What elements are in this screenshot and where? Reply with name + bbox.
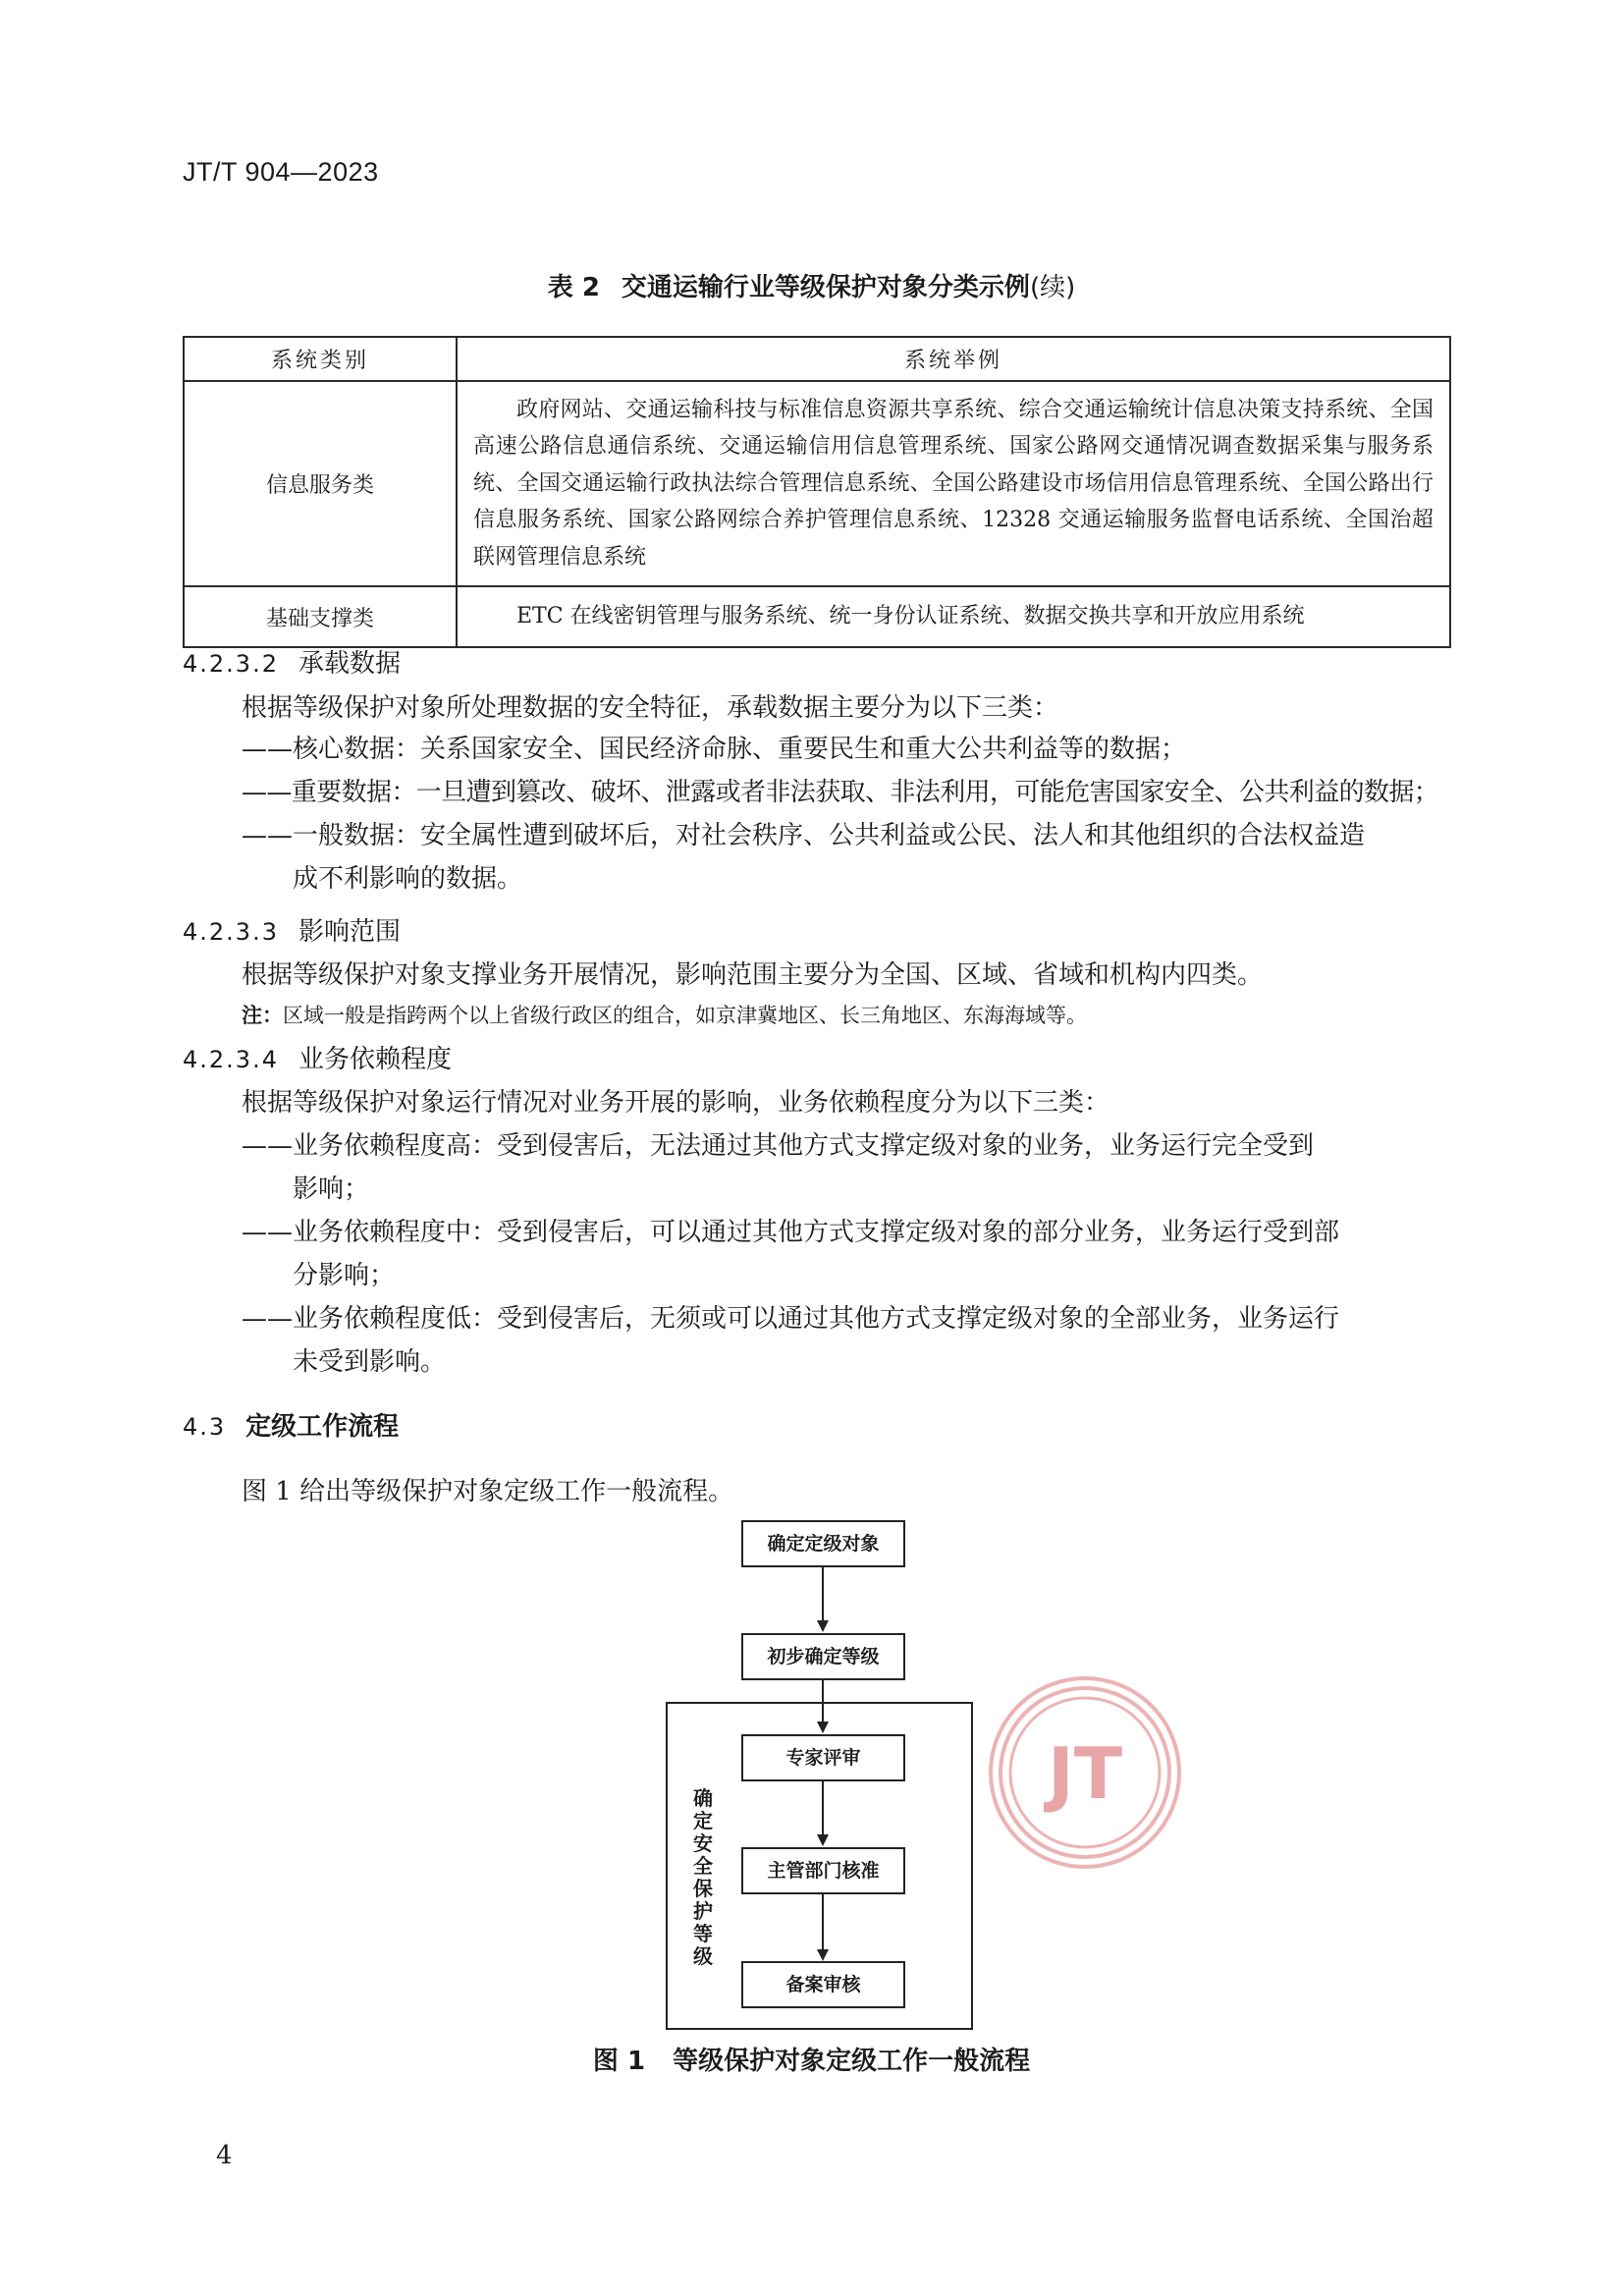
table-caption <box>0 267 1623 303</box>
section-heading-43 <box>183 1406 399 1443</box>
flow-arrowhead <box>817 1722 829 1733</box>
table-caption-number: 表 2 <box>547 273 600 302</box>
section-heading-4234 <box>183 1039 452 1075</box>
page-number: 4 <box>216 2141 233 2170</box>
section-heading-4233 <box>183 911 401 948</box>
list-item: ——核心数据：关系国家安全、国民经济命脉、重要民生和重大公共利益等的数据； <box>242 735 1187 764</box>
list-item: ——业务依赖程度中：受到侵害后，可以通过其他方式支撑定级对象的部分业务，业务运行受到部 <box>242 1218 1340 1247</box>
list-item: ——业务依赖程度低：受到侵害后，无须或可以通过其他方式支撑定级对象的全部业务，业务运行 <box>242 1304 1340 1334</box>
flow-arrow <box>822 1678 824 1703</box>
note-label: 注： <box>242 1004 283 1027</box>
table-row <box>184 381 1450 586</box>
table-cell-category: 信息服务类 <box>184 381 457 586</box>
flow-arrowhead <box>817 1949 829 1961</box>
section-4232-intro: 根据等级保护对象所处理数据的安全特征，承载数据主要分为以下三类： <box>242 693 1059 723</box>
table-cell-examples: 政府网站、交通运输科技与标准信息资源共享系统、综合交通运输统计信息决策支持系统、全国高速公路信息通信系统、交通运输信用信息管理系统、国家公路网交通情况调查数据采集与服务系统、全国交通运输行政执法综合管理信息系统、全国公路建设市场信用信息管理系统、全国公路出行信息服务系统、国家公路网综合养护管理信息系统、12328 交通运输服务监督电话系统、全国治超联网管理信息系统 <box>457 381 1450 586</box>
flow-step-determine-object: 确定定级对象 <box>741 1520 905 1567</box>
col-header-category: 系统类别 <box>184 337 457 381</box>
section-43-text: 图 1 给出等级保护对象定级工作一般流程。 <box>242 1477 734 1506</box>
flow-arrow <box>822 1892 824 1953</box>
table-caption-title: 交通运输行业等级保护对象分类示例 <box>621 273 1030 302</box>
section-number: 4.2.3.2 <box>183 650 279 678</box>
table-cell-category: 基础支撑类 <box>184 586 457 647</box>
standard-code: JT/T 904—2023 <box>183 157 379 187</box>
svg-text:JT: JT <box>1048 1732 1122 1815</box>
list-item: ——业务依赖程度高：受到侵害后，无法通过其他方式支撑定级对象的业务，业务运行完全受到 <box>242 1131 1315 1161</box>
flow-step-authority-approval: 主管部门核准 <box>741 1847 905 1894</box>
section-4233-text: 根据等级保护对象支撑业务开展情况，影响范围主要分为全国、区域、省域和机构内四类。 <box>242 960 1264 990</box>
list-item-continuation: 成不利影响的数据。 <box>293 864 523 894</box>
section-title: 定级工作流程 <box>245 1412 400 1442</box>
flow-arrow <box>822 1779 824 1838</box>
flow-group-label: 确定安全保护等级 <box>693 1786 713 1968</box>
table-cell-examples: ETC 在线密钥管理与服务系统、统一身份认证系统、数据交换共享和开放应用系统 <box>457 586 1450 647</box>
jt-watermark-logo <box>987 1674 1183 1871</box>
flow-arrowhead <box>817 1620 829 1632</box>
flow-arrowhead <box>817 1834 829 1846</box>
list-item-continuation: 分影响； <box>293 1261 396 1290</box>
note-text: 区域一般是指跨两个以上省级行政区的组合，如京津冀地区、长三角地区、东海海域等。 <box>283 1004 1087 1027</box>
system-classification-table <box>183 336 1451 648</box>
flow-arrow <box>822 1704 824 1723</box>
col-header-examples: 系统举例 <box>457 337 1450 381</box>
flow-step-initial-grading: 初步确定等级 <box>741 1633 905 1680</box>
table-caption-continued: (续) <box>1029 273 1076 302</box>
section-title: 承载数据 <box>298 649 401 679</box>
table-row <box>184 586 1450 647</box>
section-number: 4.3 <box>183 1413 227 1441</box>
note <box>242 1000 1087 1029</box>
flow-arrow <box>822 1565 824 1624</box>
section-number: 4.2.3.3 <box>183 918 279 946</box>
list-item-continuation: 未受到影响。 <box>293 1347 447 1377</box>
list-item-continuation: 影响； <box>293 1175 370 1204</box>
section-title: 影响范围 <box>298 917 401 947</box>
section-title: 业务依赖程度 <box>298 1045 452 1074</box>
figure-number: 图 1 <box>592 2047 646 2076</box>
table-header-row <box>184 337 1450 381</box>
section-4234-intro: 根据等级保护对象运行情况对业务开展的影响，业务依赖程度分为以下三类： <box>242 1088 1110 1118</box>
list-item: ——一般数据：安全属性遭到破坏后，对社会秩序、公共利益或公民、法人和其他组织的合法权益造 <box>242 821 1366 850</box>
section-number: 4.2.3.4 <box>183 1046 279 1073</box>
section-heading-4232 <box>183 643 401 680</box>
list-item: ——重要数据：一旦遭到篡改、破坏、泄露或者非法获取、非法利用，可能危害国家安全、公共利益的数据； <box>242 778 1439 807</box>
flow-step-expert-review: 专家评审 <box>741 1734 905 1781</box>
figure-title: 等级保护对象定级工作一般流程 <box>673 2047 1031 2076</box>
figure-caption <box>0 2041 1623 2077</box>
flow-step-filing-review: 备案审核 <box>741 1961 905 2008</box>
